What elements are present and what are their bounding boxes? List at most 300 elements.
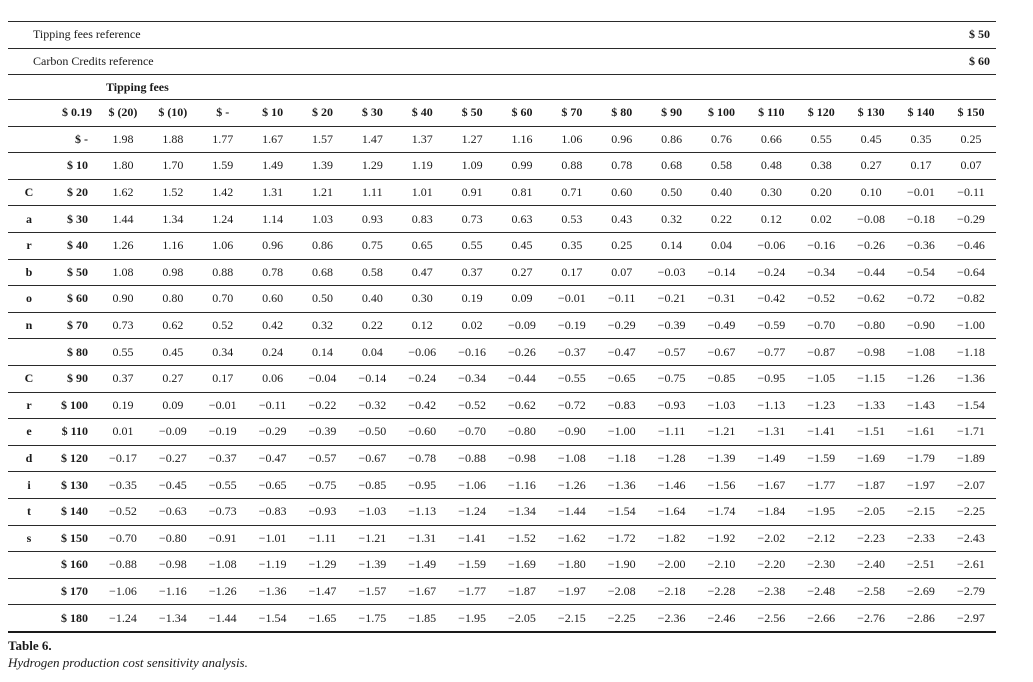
row-label: $ 110: [50, 419, 98, 446]
value-cell: −1.08: [547, 445, 597, 472]
value-cell: −1.26: [896, 365, 946, 392]
value-cell: −1.31: [397, 525, 447, 552]
value-cell: −2.76: [846, 605, 896, 632]
column-header: $ 110: [746, 100, 796, 127]
value-cell: −0.06: [746, 232, 796, 259]
value-cell: −1.51: [846, 419, 896, 446]
value-cell: −1.54: [248, 605, 298, 632]
value-cell: 0.70: [198, 286, 248, 313]
value-cell: −0.52: [796, 286, 846, 313]
column-header: $ 10: [248, 100, 298, 127]
value-cell: −1.03: [347, 498, 397, 525]
value-cell: 1.77: [198, 126, 248, 153]
row-label: $ 180: [50, 605, 98, 632]
value-cell: −0.09: [497, 312, 547, 339]
value-cell: 1.37: [397, 126, 447, 153]
value-cell: −0.22: [298, 392, 348, 419]
value-cell: −1.16: [148, 578, 198, 605]
value-cell: −0.11: [946, 179, 996, 206]
value-cell: −1.26: [198, 578, 248, 605]
column-header: $ (10): [148, 100, 198, 127]
value-cell: 0.19: [447, 286, 497, 313]
value-cell: 0.35: [896, 126, 946, 153]
value-cell: −1.89: [946, 445, 996, 472]
value-cell: 0.47: [397, 259, 447, 286]
value-cell: −0.85: [347, 472, 397, 499]
value-cell: −1.84: [746, 498, 796, 525]
value-cell: 0.86: [647, 126, 697, 153]
value-cell: −0.08: [846, 206, 896, 233]
value-cell: 1.31: [248, 179, 298, 206]
value-cell: 0.63: [497, 206, 547, 233]
table-row: [8, 605, 996, 632]
value-cell: −1.18: [597, 445, 647, 472]
value-cell: 0.73: [447, 206, 497, 233]
value-cell: −0.93: [298, 498, 348, 525]
value-cell: −0.73: [198, 498, 248, 525]
value-cell: −2.48: [796, 578, 846, 605]
column-header: $ -: [198, 100, 248, 127]
value-cell: −1.03: [697, 392, 747, 419]
value-cell: 1.16: [497, 126, 547, 153]
value-cell: −0.03: [647, 259, 697, 286]
value-cell: 1.47: [347, 126, 397, 153]
value-cell: −0.88: [98, 552, 148, 579]
value-cell: 0.30: [746, 179, 796, 206]
value-cell: −0.24: [746, 259, 796, 286]
value-cell: −1.36: [248, 578, 298, 605]
value-cell: −1.56: [697, 472, 747, 499]
value-cell: 1.57: [298, 126, 348, 153]
value-cell: 0.02: [447, 312, 497, 339]
value-cell: −0.34: [796, 259, 846, 286]
value-cell: −0.95: [397, 472, 447, 499]
value-cell: −2.36: [647, 605, 697, 632]
row-label: $ 20: [50, 179, 98, 206]
value-cell: −1.90: [597, 552, 647, 579]
value-cell: −2.10: [697, 552, 747, 579]
value-cell: 1.03: [298, 206, 348, 233]
value-cell: −1.01: [248, 525, 298, 552]
axis-letter: [8, 339, 50, 366]
table-row: [8, 419, 996, 446]
axis-letter: [8, 153, 50, 180]
value-cell: −0.65: [248, 472, 298, 499]
value-cell: −2.40: [846, 552, 896, 579]
value-cell: 0.35: [547, 232, 597, 259]
value-cell: −2.86: [896, 605, 946, 632]
value-cell: −1.21: [347, 525, 397, 552]
table-row: [8, 445, 996, 472]
value-cell: 1.62: [98, 179, 148, 206]
value-cell: −0.44: [846, 259, 896, 286]
value-cell: −0.26: [846, 232, 896, 259]
value-cell: −1.34: [497, 498, 547, 525]
row-label: $ 90: [50, 365, 98, 392]
value-cell: 0.55: [447, 232, 497, 259]
value-cell: 0.10: [846, 179, 896, 206]
column-header: $ 20: [298, 100, 348, 127]
value-cell: −0.14: [697, 259, 747, 286]
column-header-row: [8, 100, 996, 127]
axis-letter: [8, 126, 50, 153]
value-cell: 0.50: [647, 179, 697, 206]
reference-label: Carbon Credits reference: [8, 48, 896, 75]
value-cell: −0.52: [447, 392, 497, 419]
table-row: [8, 578, 996, 605]
value-cell: 0.62: [148, 312, 198, 339]
row-label: $ 10: [50, 153, 98, 180]
value-cell: −0.16: [796, 232, 846, 259]
column-header: $ 40: [397, 100, 447, 127]
value-cell: −0.21: [647, 286, 697, 313]
value-cell: 1.49: [248, 153, 298, 180]
row-label: $ 120: [50, 445, 98, 472]
value-cell: −0.42: [397, 392, 447, 419]
value-cell: −0.88: [447, 445, 497, 472]
value-cell: −0.31: [697, 286, 747, 313]
tipping-fees-heading: Tipping fees: [106, 79, 169, 94]
value-cell: −0.65: [597, 365, 647, 392]
row-label: $ 130: [50, 472, 98, 499]
table-row: [8, 365, 996, 392]
value-cell: 0.58: [347, 259, 397, 286]
value-cell: −0.45: [148, 472, 198, 499]
column-header: $ 90: [647, 100, 697, 127]
caption-title: Table 6.: [8, 638, 52, 653]
value-cell: −2.79: [946, 578, 996, 605]
value-cell: −0.16: [447, 339, 497, 366]
value-cell: −0.62: [497, 392, 547, 419]
value-cell: 0.30: [397, 286, 447, 313]
reference-row: [8, 48, 996, 75]
table-row: [8, 153, 996, 180]
table-row: [8, 498, 996, 525]
value-cell: 0.75: [347, 232, 397, 259]
caption-description: Hydrogen production cost sensitivity analysis.: [8, 655, 248, 670]
value-cell: 0.96: [248, 232, 298, 259]
axis-letter: i: [8, 472, 50, 499]
axis-letter: t: [8, 498, 50, 525]
value-cell: 1.09: [447, 153, 497, 180]
reference-row: [8, 22, 996, 48]
value-cell: −0.49: [697, 312, 747, 339]
value-cell: 1.11: [347, 179, 397, 206]
value-cell: 0.12: [746, 206, 796, 233]
value-cell: 0.22: [697, 206, 747, 233]
value-cell: 0.55: [98, 339, 148, 366]
value-cell: 0.40: [697, 179, 747, 206]
value-cell: 0.78: [248, 259, 298, 286]
value-cell: 1.21: [298, 179, 348, 206]
value-cell: 1.06: [198, 232, 248, 259]
value-cell: −0.67: [347, 445, 397, 472]
axis-letter: C: [8, 179, 50, 206]
value-cell: −0.47: [248, 445, 298, 472]
value-cell: −1.11: [298, 525, 348, 552]
value-cell: −2.46: [697, 605, 747, 632]
value-cell: 0.04: [697, 232, 747, 259]
value-cell: 0.80: [148, 286, 198, 313]
value-cell: −1.33: [846, 392, 896, 419]
table-row: [8, 232, 996, 259]
value-cell: 0.40: [347, 286, 397, 313]
table-row: [8, 179, 996, 206]
value-cell: −1.79: [896, 445, 946, 472]
value-cell: −0.34: [447, 365, 497, 392]
value-cell: −1.05: [796, 365, 846, 392]
row-label: $ 50: [50, 259, 98, 286]
value-cell: −0.44: [497, 365, 547, 392]
value-cell: −0.60: [397, 419, 447, 446]
value-cell: −1.36: [597, 472, 647, 499]
value-cell: −0.93: [647, 392, 697, 419]
value-cell: −0.47: [597, 339, 647, 366]
value-cell: 1.01: [397, 179, 447, 206]
value-cell: −1.67: [397, 578, 447, 605]
value-cell: 0.50: [298, 286, 348, 313]
value-cell: −2.66: [796, 605, 846, 632]
value-cell: −0.98: [148, 552, 198, 579]
value-cell: 1.14: [248, 206, 298, 233]
value-cell: −1.80: [547, 552, 597, 579]
value-cell: 0.14: [298, 339, 348, 366]
value-cell: 0.43: [597, 206, 647, 233]
value-cell: −1.28: [647, 445, 697, 472]
value-cell: −0.04: [298, 365, 348, 392]
value-cell: −1.59: [796, 445, 846, 472]
value-cell: −1.75: [347, 605, 397, 632]
value-cell: 1.44: [98, 206, 148, 233]
reference-value: $ 50: [896, 22, 996, 48]
value-cell: 0.60: [597, 179, 647, 206]
value-cell: −1.46: [647, 472, 697, 499]
value-cell: −1.23: [796, 392, 846, 419]
value-cell: −0.90: [547, 419, 597, 446]
axis-letter: d: [8, 445, 50, 472]
value-cell: 1.34: [148, 206, 198, 233]
value-cell: −0.50: [347, 419, 397, 446]
value-cell: −2.28: [697, 578, 747, 605]
axis-letter: o: [8, 286, 50, 313]
table-row: [8, 312, 996, 339]
value-cell: 1.70: [148, 153, 198, 180]
value-cell: −0.37: [547, 339, 597, 366]
value-cell: 0.68: [647, 153, 697, 180]
value-cell: −1.44: [198, 605, 248, 632]
value-cell: −1.08: [896, 339, 946, 366]
row-label: $ 100: [50, 392, 98, 419]
value-cell: −2.30: [796, 552, 846, 579]
value-cell: 0.55: [796, 126, 846, 153]
value-cell: −1.59: [447, 552, 497, 579]
value-cell: −1.21: [697, 419, 747, 446]
row-label: $ 80: [50, 339, 98, 366]
value-cell: −0.29: [248, 419, 298, 446]
table-row: [8, 259, 996, 286]
value-cell: −1.44: [547, 498, 597, 525]
row-label: $ 170: [50, 578, 98, 605]
value-cell: −2.38: [746, 578, 796, 605]
value-cell: −1.13: [746, 392, 796, 419]
value-cell: −1.65: [298, 605, 348, 632]
value-cell: −0.17: [98, 445, 148, 472]
column-header: $ 120: [796, 100, 846, 127]
value-cell: −2.25: [597, 605, 647, 632]
value-cell: −2.61: [946, 552, 996, 579]
value-cell: 1.52: [148, 179, 198, 206]
reference-label: Tipping fees reference: [8, 22, 896, 48]
table-caption: [8, 638, 248, 671]
value-cell: 0.27: [846, 153, 896, 180]
value-cell: −2.05: [846, 498, 896, 525]
value-cell: −0.19: [198, 419, 248, 446]
value-cell: 0.83: [397, 206, 447, 233]
table-row: [8, 525, 996, 552]
value-cell: −1.24: [447, 498, 497, 525]
value-cell: −1.15: [846, 365, 896, 392]
value-cell: −1.85: [397, 605, 447, 632]
value-cell: −0.72: [547, 392, 597, 419]
value-cell: 1.88: [148, 126, 198, 153]
value-cell: 0.09: [148, 392, 198, 419]
value-cell: −2.20: [746, 552, 796, 579]
value-cell: −1.87: [846, 472, 896, 499]
value-cell: 1.98: [98, 126, 148, 153]
value-cell: 0.42: [248, 312, 298, 339]
value-cell: −0.24: [397, 365, 447, 392]
value-cell: −0.39: [298, 419, 348, 446]
value-cell: −0.64: [946, 259, 996, 286]
value-cell: −1.95: [447, 605, 497, 632]
column-header: $ 130: [846, 100, 896, 127]
value-cell: −2.15: [896, 498, 946, 525]
value-cell: 0.27: [497, 259, 547, 286]
value-cell: −0.82: [946, 286, 996, 313]
value-cell: −1.13: [397, 498, 447, 525]
value-cell: −2.51: [896, 552, 946, 579]
value-cell: −1.39: [347, 552, 397, 579]
value-cell: 0.45: [497, 232, 547, 259]
value-cell: −0.67: [697, 339, 747, 366]
value-cell: 0.27: [148, 365, 198, 392]
value-cell: −1.08: [198, 552, 248, 579]
value-cell: −0.09: [148, 419, 198, 446]
value-cell: 0.09: [497, 286, 547, 313]
value-cell: 1.80: [98, 153, 148, 180]
table-row: [8, 206, 996, 233]
value-cell: 0.48: [746, 153, 796, 180]
value-cell: 0.01: [98, 419, 148, 446]
row-label: $ 40: [50, 232, 98, 259]
value-cell: −0.80: [497, 419, 547, 446]
axis-letter: a: [8, 206, 50, 233]
value-cell: 0.37: [98, 365, 148, 392]
column-header: $ 70: [547, 100, 597, 127]
value-cell: 0.76: [697, 126, 747, 153]
value-cell: −0.19: [547, 312, 597, 339]
value-cell: −1.34: [148, 605, 198, 632]
column-header: $ (20): [98, 100, 148, 127]
value-cell: −2.07: [946, 472, 996, 499]
value-cell: 0.12: [397, 312, 447, 339]
value-cell: −0.78: [397, 445, 447, 472]
value-cell: −2.08: [597, 578, 647, 605]
value-cell: −0.11: [597, 286, 647, 313]
value-cell: −0.06: [397, 339, 447, 366]
value-cell: −0.77: [746, 339, 796, 366]
value-cell: −1.06: [447, 472, 497, 499]
axis-letter: [8, 578, 50, 605]
corner-value: $ 0.19: [50, 100, 98, 127]
value-cell: −1.77: [447, 578, 497, 605]
value-cell: 1.27: [447, 126, 497, 153]
tipping-fees-heading-row: [8, 75, 996, 100]
value-cell: 0.02: [796, 206, 846, 233]
value-cell: 0.20: [796, 179, 846, 206]
table-row: [8, 392, 996, 419]
value-cell: −0.29: [946, 206, 996, 233]
value-cell: −2.15: [547, 605, 597, 632]
axis-letter: e: [8, 419, 50, 446]
value-cell: 0.37: [447, 259, 497, 286]
axis-letter: [8, 552, 50, 579]
axis-letter-cell: [8, 100, 50, 127]
value-cell: −1.24: [98, 605, 148, 632]
value-cell: −1.69: [846, 445, 896, 472]
value-cell: −0.59: [746, 312, 796, 339]
value-cell: 0.14: [647, 232, 697, 259]
value-cell: 1.29: [347, 153, 397, 180]
axis-letter: r: [8, 392, 50, 419]
value-cell: 0.22: [347, 312, 397, 339]
value-cell: −1.11: [647, 419, 697, 446]
value-cell: −2.97: [946, 605, 996, 632]
value-cell: 0.66: [746, 126, 796, 153]
value-cell: −0.46: [946, 232, 996, 259]
table-row: [8, 126, 996, 153]
value-cell: −0.39: [647, 312, 697, 339]
value-cell: −0.55: [547, 365, 597, 392]
value-cell: −1.54: [946, 392, 996, 419]
value-cell: −1.16: [497, 472, 547, 499]
value-cell: 1.06: [547, 126, 597, 153]
reference-value: $ 60: [896, 48, 996, 75]
value-cell: 1.39: [298, 153, 348, 180]
value-cell: −1.41: [796, 419, 846, 446]
value-cell: 0.07: [597, 259, 647, 286]
value-cell: −0.98: [497, 445, 547, 472]
value-cell: 0.53: [547, 206, 597, 233]
value-cell: −0.52: [98, 498, 148, 525]
row-label: $ 160: [50, 552, 98, 579]
value-cell: −0.37: [198, 445, 248, 472]
value-cell: −1.57: [347, 578, 397, 605]
value-cell: 1.67: [248, 126, 298, 153]
value-cell: −1.43: [896, 392, 946, 419]
value-cell: −1.47: [298, 578, 348, 605]
value-cell: −1.26: [547, 472, 597, 499]
value-cell: 1.24: [198, 206, 248, 233]
value-cell: −0.90: [896, 312, 946, 339]
value-cell: −1.97: [896, 472, 946, 499]
value-cell: 0.25: [597, 232, 647, 259]
value-cell: 0.88: [547, 153, 597, 180]
value-cell: −0.63: [148, 498, 198, 525]
value-cell: −0.72: [896, 286, 946, 313]
value-cell: −1.95: [796, 498, 846, 525]
value-cell: −1.19: [248, 552, 298, 579]
